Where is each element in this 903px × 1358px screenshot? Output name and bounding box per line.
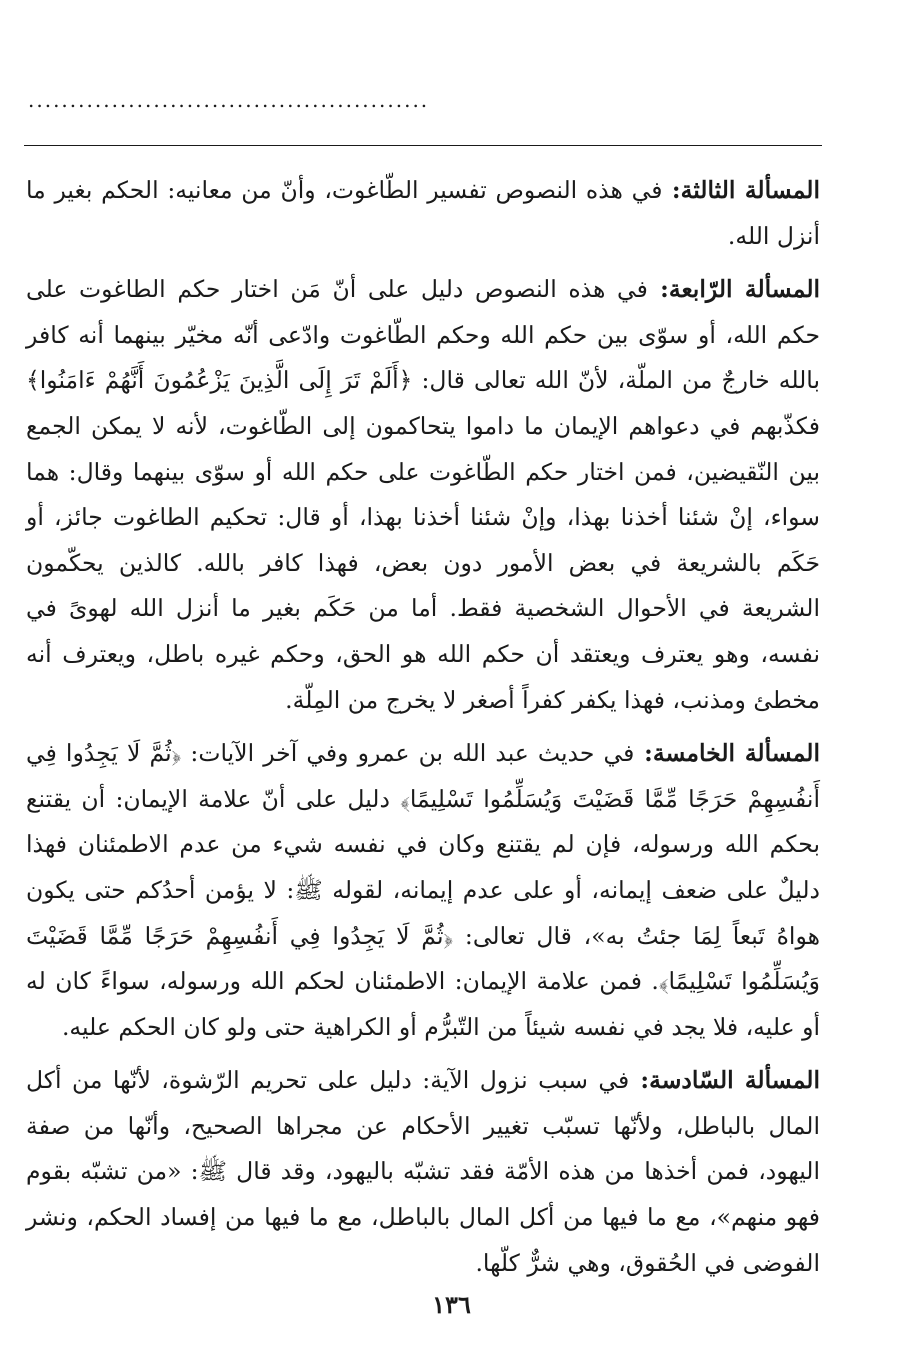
paragraph-text: في هذه النصوص دليل على أنّ مَن اختار حكم الطاغوت على حكم الله، أو سوّى بين حكم الله وحكم الطّاغوت وادّعى أنّه مخيّر بينهما أنه كافر بالله خارجٌ من الملّة، لأنّ الله تعالى قال: ﴿أَلَمْ تَرَ إِلَى الَّذِينَ يَزْعُمُونَ أَنَّهُمْ ءَامَنُوا﴾ فكذّبهم في دعواهم الإيمان ما داموا يتحاكمون إلى الطّاغوت، لأنه لا يمكن الجمع بين النّقيضين، فمن اختار حكم الطّاغوت على حكم الله أو سوّى بينهما وقال: هما سواء، إنْ شئنا أخذنا بهذا، وإنْ شئنا أخذنا بهذا، أو قال: تحكيم الطاغوت جائز، أو حَكَم بالشريعة في بعض الأمور دون بعض، فهذا كافر بالله. كالذين يحكّمون الشريعة في الأحوال الشخصية فقط. أما من حَكَم بغير ما أنزل الله لهوىً في نفسه، وهو يعترف ويعتقد أن حكم الله هو الحق، وحكم غيره باطل، ويعترف أنه مخطئ ومذنب، فهذا يكفر كفراً أصغر لا يخرج من المِلّة. <box>26 275 820 714</box>
header-dotted-line: ................................................ <box>28 88 430 112</box>
header-rule <box>24 145 822 146</box>
paragraph-masala-3 <box>26 168 820 259</box>
section-heading: المسألة السّادسة: <box>629 1066 820 1095</box>
paragraph-masala-4 <box>26 267 820 723</box>
section-heading: المسألة الثالثة: <box>662 176 820 204</box>
paragraph-text: في سبب نزول الآية: دليل على تحريم الرّشوة، لأنّها من أكل المال بالباطل، ولأنّها تسبّب تغيير الأحكام عن مجراها الصحيح، وأنّها من صفة اليهود، فمن أخذها من هذه الأمّة فقد تشبّه باليهود، وقد قال ﷺ: «من تشبّه بقوم فهو منهم»، مع ما فيها من أكل المال بالباطل، مع ما فيها من إفساد الحكم، ونشر الفوضى في الحُقوق، وهي شرٌّ كلّها. <box>26 1066 820 1277</box>
section-heading: المسألة الخامسة: <box>634 739 820 768</box>
paragraph-text: في حديث عبد الله بن عمرو وفي آخر الآيات: ﴿ثُمَّ لَا يَجِدُوا فِي أَنفُسِهِمْ حَرَجًا مِّمَّا قَضَيْتَ وَيُسَلِّمُوا تَسْلِيمًا﴾ دليل على أنّ علامة الإيمان: أن يقتنع بحكم الله ورسوله، فإن لم يقتنع وكان في نفسه شيء من عدم الاطمئنان فهذا دليلٌ على ضعف إيمانه، أو على عدم إيمانه، لقوله ﷺ: لا يؤمن أحدُكم حتى يكون هواهُ تَبعاً لِمَا جئتُ به»، قال تعالى: ﴿ثُمَّ لَا يَجِدُوا فِي أَنفُسِهِمْ حَرَجًا مِّمَّا قَضَيْتَ وَيُسَلِّمُوا تَسْلِيمًا﴾. فمن علامة الإيمان: الاطمئنان لحكم الله ورسوله، سواءً كان له أو عليه، فلا يجد في نفسه شيئاً من التّبرُّم أو الكراهية حتى ولو كان الحكم عليه. <box>26 739 820 1041</box>
page-body <box>26 168 820 1294</box>
paragraph-masala-5 <box>26 731 820 1050</box>
paragraph-text: في هذه النصوص تفسير الطّاغوت، وأنّ من معانيه: الحكم بغير ما أنزل الله. <box>26 176 820 250</box>
paragraph-masala-6 <box>26 1058 820 1286</box>
section-heading: المسألة الرّابعة: <box>647 275 821 304</box>
page-number: ١٣٦ <box>432 1290 471 1319</box>
